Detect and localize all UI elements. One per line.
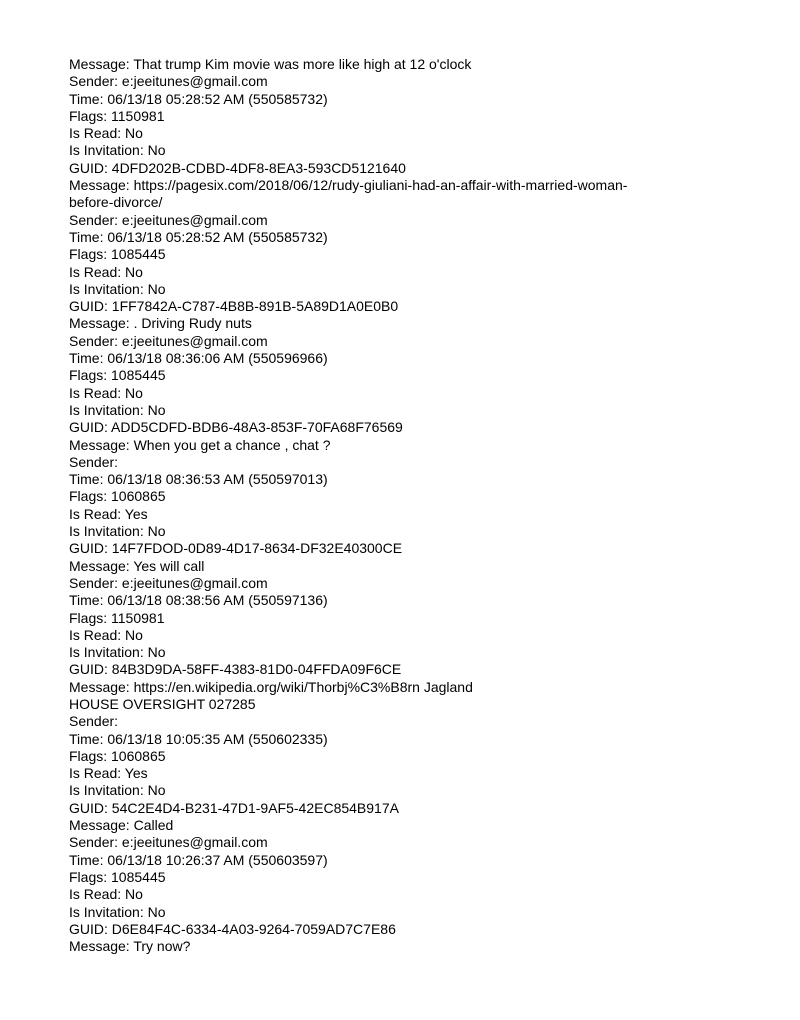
text-line: Time: 06/13/18 08:38:56 AM (550597136) — [69, 592, 328, 609]
document-text — [69, 56, 749, 955]
text-line: Sender: e:jeeitunes@gmail.com — [69, 73, 268, 90]
text-line: Message: Called — [69, 817, 174, 834]
text-line: Flags: 1085445 — [69, 246, 166, 263]
text-line: Flags: 1150981 — [69, 609, 165, 626]
text-line: Is Invitation: No — [69, 280, 166, 297]
text-line: Is Read: Yes — [69, 765, 148, 782]
text-line: GUID: 4DFD202B-CDBD-4DF8-8EA3-593CD5121640 — [69, 159, 406, 176]
text-line: before-divorce/ — [69, 194, 163, 211]
text-line: Flags: 1060865 — [69, 488, 166, 505]
text-line: Flags: 1060865 — [69, 747, 166, 764]
text-line: Is Read: No — [69, 384, 143, 401]
text-line: Is Read: Yes — [69, 505, 148, 522]
text-line: Message: Yes will call — [69, 557, 205, 574]
text-line: Flags: 1085445 — [69, 367, 166, 384]
text-line: Sender: e:jeeitunes@gmail.com — [69, 834, 268, 851]
text-line: Is Read: No — [69, 125, 143, 142]
text-line: Sender: e:jeeitunes@gmail.com — [69, 211, 268, 228]
text-line: Message: That trump Kim movie was more like high at 12 o'clock — [69, 56, 472, 72]
text-line: Is Read: No — [69, 263, 143, 280]
text-line: Is Invitation: No — [69, 782, 166, 799]
text-line: Is Invitation: No — [69, 401, 166, 418]
text-line: Is Read: No — [69, 886, 143, 903]
text-line: Sender: — [69, 453, 119, 470]
text-line: GUID: 14F7FDOD-0D89-4D17-8634-DF32E40300CE — [69, 540, 403, 557]
text-line: Time: 06/13/18 08:36:06 AM (550596966) — [69, 350, 328, 367]
text-line: Time: 06/13/18 05:28:52 AM (550585732) — [69, 90, 328, 107]
text-line: GUID: 54C2E4D4-B231-47D1-9AF5-42EC854B917A — [69, 799, 399, 816]
text-line: Message: . Driving Rudy nuts — [69, 315, 252, 332]
text-line: Sender: — [69, 713, 119, 730]
text-line: Flags: 1150981 — [69, 107, 165, 124]
text-line: GUID: ADD5CDFD-BDB6-48A3-853F-70FA68F76569 — [69, 419, 403, 436]
text-line: Message: Try now? — [69, 938, 191, 955]
text-line: Time: 06/13/18 08:36:53 AM (550597013) — [69, 471, 328, 488]
text-line: Message: https://pagesix.com/2018/06/12/rudy-giuliani-had-an-affair-with-married-woman- — [69, 177, 628, 194]
text-line: Is Invitation: No — [69, 523, 166, 540]
text-line: Is Invitation: No — [69, 903, 166, 920]
text-line: GUID: 1FF7842A-C787-4B8B-891B-5A89D1A0E0B0 — [69, 298, 399, 315]
text-line: Time: 06/13/18 10:05:35 AM (550602335) — [69, 730, 328, 747]
text-line: GUID: D6E84F4C-6334-4A03-9264-7059AD7C7E86 — [69, 920, 396, 937]
text-line: Time: 06/13/18 10:26:37 AM (550603597) — [69, 851, 328, 868]
text-line: GUID: 84B3D9DA-58FF-4383-81D0-04FFDA09F6CE — [69, 661, 402, 678]
text-line: Message: When you get a chance , chat ? — [69, 436, 331, 453]
text-line: Is Read: No — [69, 626, 143, 643]
bates-stamp: HOUSE OVERSIGHT 027285 — [69, 695, 256, 712]
text-line: Time: 06/13/18 05:28:52 AM (550585732) — [69, 228, 328, 245]
text-line: Sender: e:jeeitunes@gmail.com — [69, 332, 268, 349]
text-line: Sender: e:jeeitunes@gmail.com — [69, 574, 268, 591]
text-line: Is Invitation: No — [69, 142, 166, 159]
text-line: Message: https://en.wikipedia.org/wiki/Thorbj%C3%B8rn Jagland — [69, 678, 473, 695]
text-line: Flags: 1085445 — [69, 868, 166, 885]
text-line: Is Invitation: No — [69, 644, 166, 661]
